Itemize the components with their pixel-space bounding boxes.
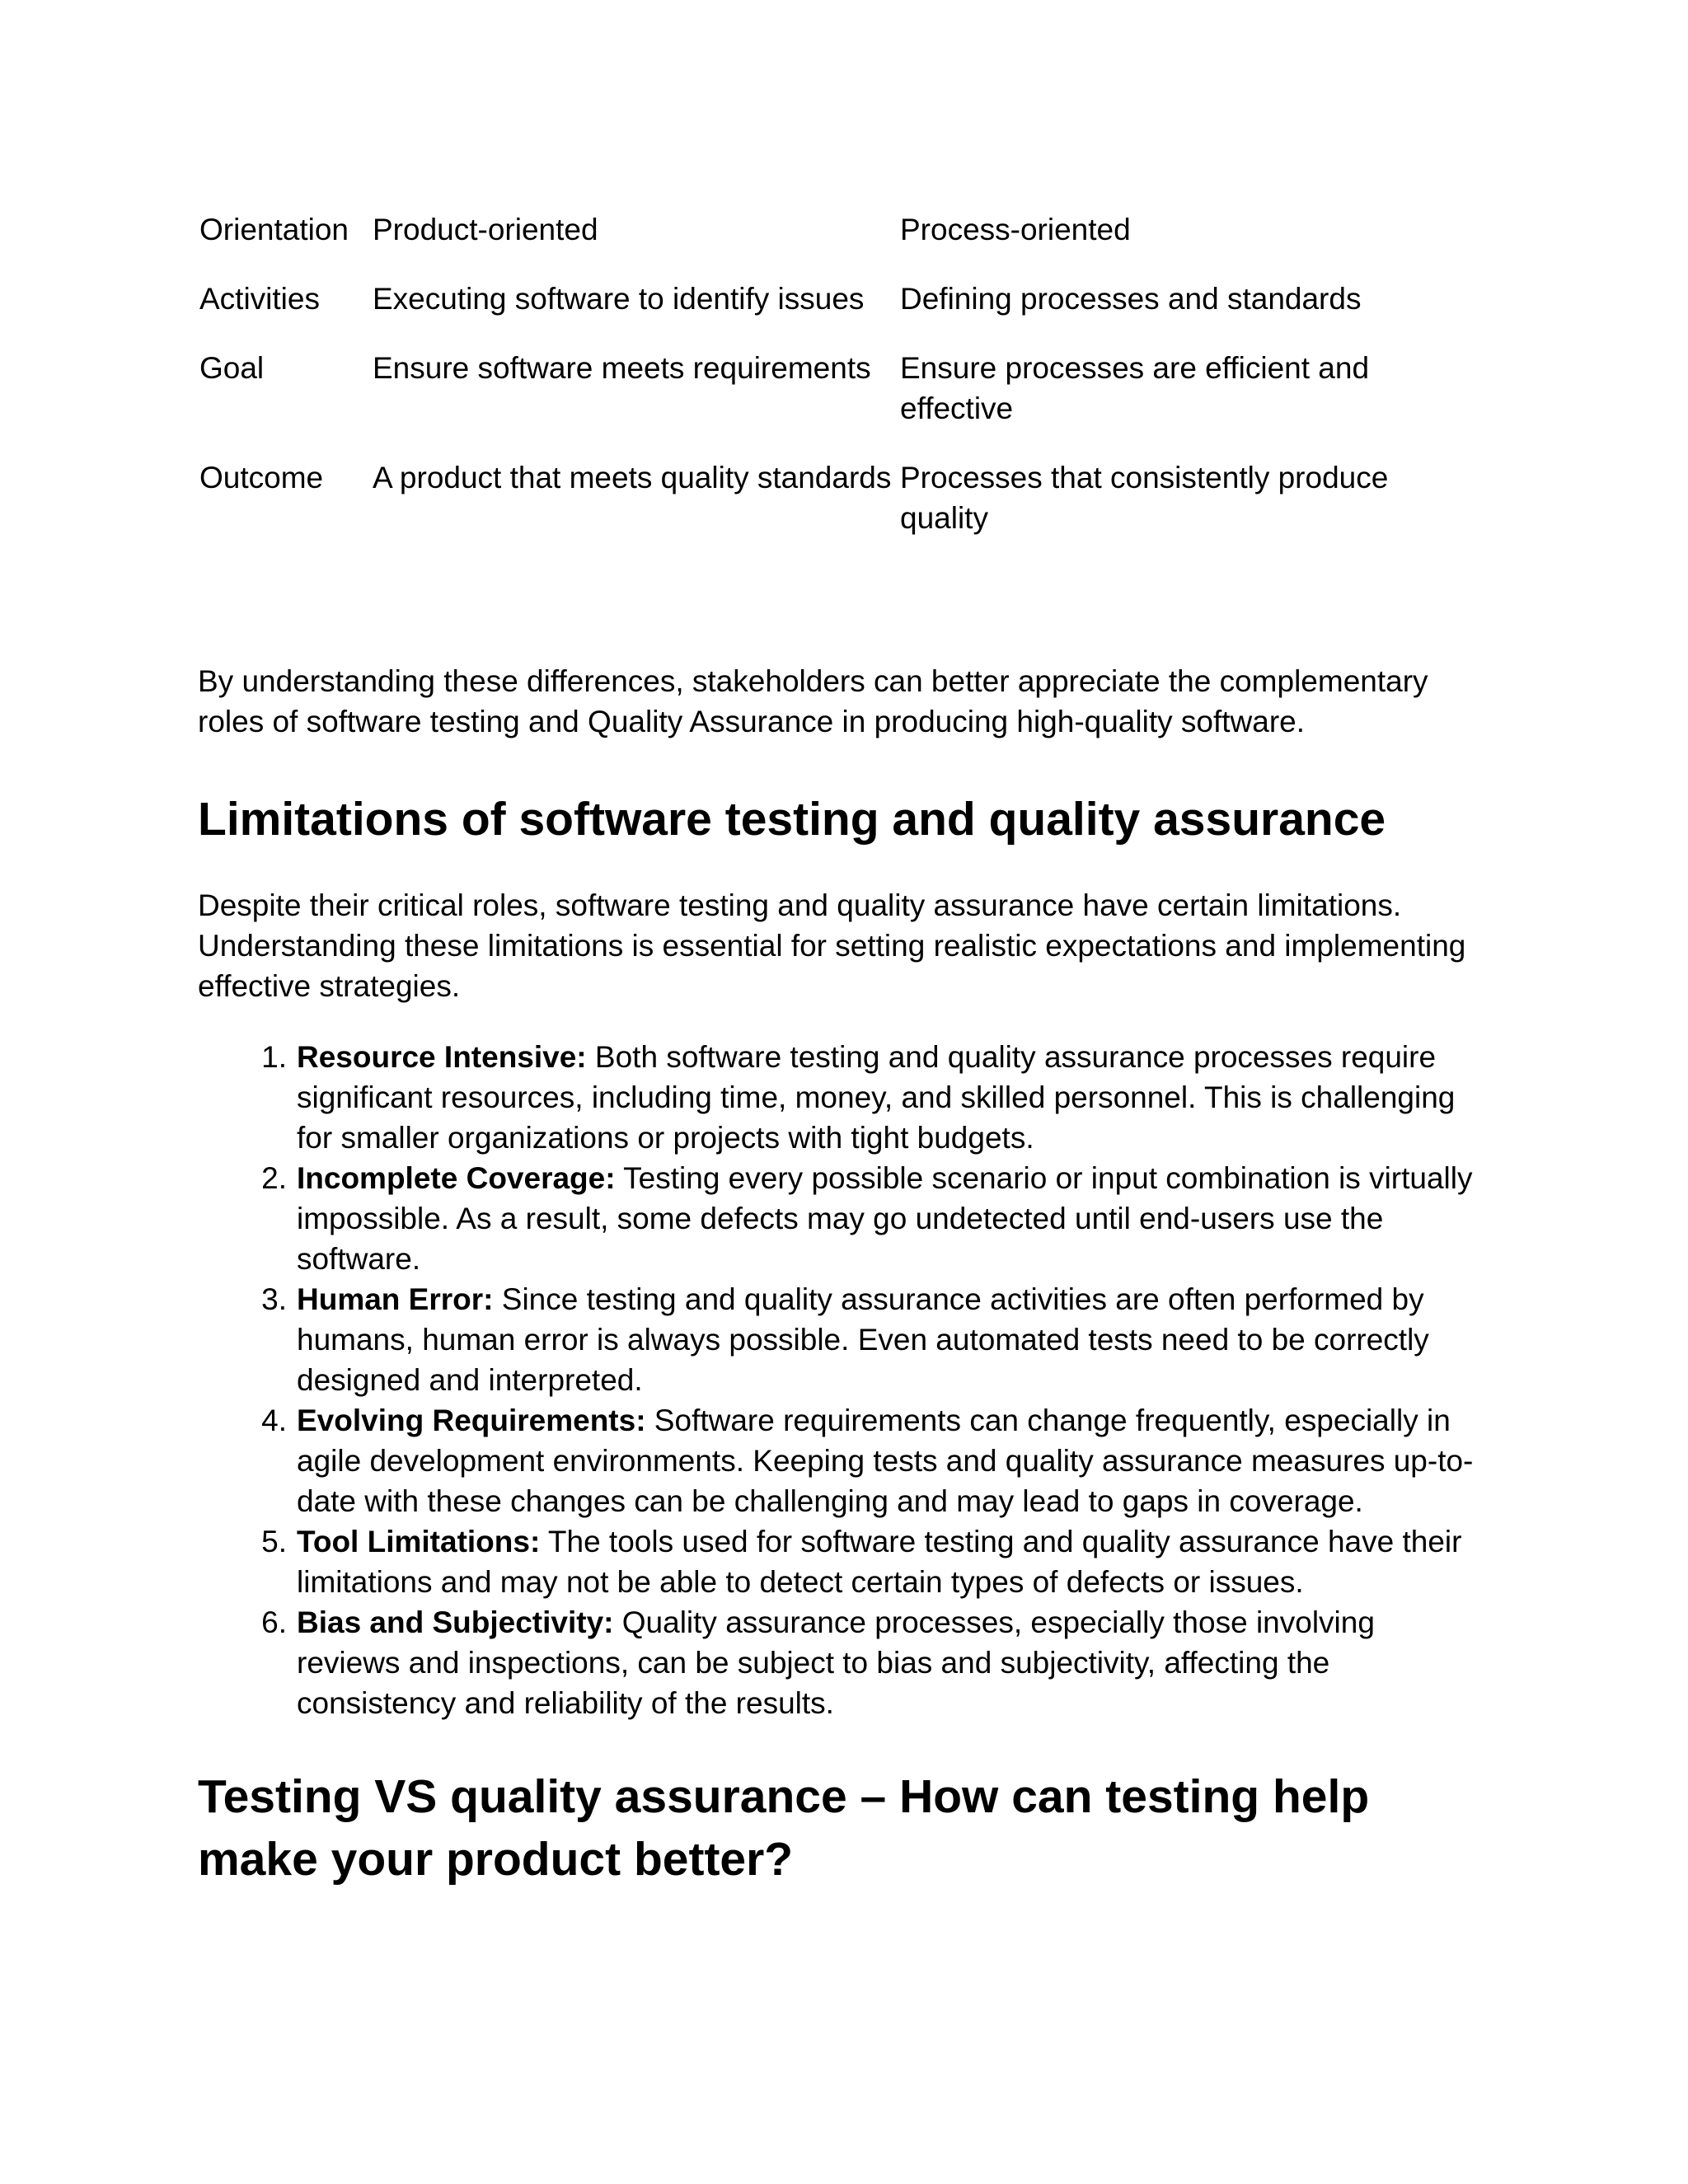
list-item-term: Resource Intensive: [297, 1040, 587, 1074]
list-item-text: Both software testing and quality assurance processes require significant resources, including time, money, and skilled personnel. This is challenging for smaller organizations or projects with tight budgets. [297, 1040, 1456, 1155]
table-cell-qa [900, 348, 1403, 457]
cell-text: Orientation [199, 213, 349, 246]
list-item-term: Bias and Subjectivity: [297, 1605, 614, 1639]
list-item-term: Incomplete Coverage: [297, 1161, 616, 1195]
list-number: 1. [261, 1040, 287, 1074]
list-item-text: Quality assurance processes, especially those involving reviews and inspections, can be subject to bias and subjectivity, affecting the consistency and reliability of the results. [297, 1605, 1375, 1720]
cell-text: Ensure software meets requirements [373, 351, 871, 385]
comparison-table [199, 209, 1403, 538]
list-number: 5. [261, 1525, 287, 1558]
list-item [261, 1037, 1484, 1158]
list-item-text: Testing every possible scenario or input combination is virtually impossible. As a result, some defects may go undetected until end-users use the software. [297, 1161, 1473, 1276]
table-cell-qa [900, 209, 1403, 279]
summary-paragraph: By understanding these differences, stakeholders can better appreciate the complementary roles of software testing and Quality Assurance in producing high-quality software. [198, 664, 1428, 738]
cell-text: Executing software to identify issues [373, 282, 865, 316]
cell-text: Defining processes and standards [900, 282, 1362, 316]
table-cell-qa [900, 457, 1403, 538]
limitations-list [261, 1037, 1484, 1723]
table-cell-testing [373, 279, 900, 348]
list-number: 4. [261, 1404, 287, 1437]
cell-text: Product-oriented [373, 213, 598, 246]
list-item-term: Evolving Requirements: [297, 1404, 646, 1437]
list-item [261, 1400, 1484, 1521]
list-item-text: Software requirements can change frequently, especially in agile development environments. Keeping tests and quality assurance measures up-to-date with these changes can be challenging and may lead to gaps in coverage. [297, 1404, 1474, 1518]
table-cell-testing [373, 457, 900, 538]
table-cell-aspect [199, 457, 373, 538]
cell-text: Outcome [199, 461, 324, 494]
list-item [261, 1602, 1484, 1723]
list-number: 6. [261, 1605, 287, 1639]
list-number: 2. [261, 1161, 287, 1195]
limitations-heading: Limitations of software testing and quality assurance [198, 793, 1386, 846]
list-item [261, 1279, 1484, 1400]
cell-text: A product that meets quality standards [373, 461, 892, 494]
table-cell-qa [900, 279, 1403, 348]
list-item-text: Since testing and quality assurance activities are often performed by humans, human error is always possible. Even automated tests need to be correctly designed and interpreted. [297, 1282, 1429, 1397]
cell-text: Activities [199, 282, 320, 316]
testing-vs-qa-heading: Testing VS quality assurance – How can testing help make your product better? [198, 1770, 1370, 1886]
table-row [199, 348, 1403, 457]
table-cell-testing [373, 348, 900, 457]
list-item [261, 1158, 1484, 1279]
list-number: 3. [261, 1282, 287, 1316]
cell-text: Process-oriented [900, 213, 1131, 246]
table-cell-aspect [199, 209, 373, 279]
cell-text: Ensure processes are efficient and effective [900, 351, 1370, 425]
table-row [199, 279, 1403, 348]
table-row [199, 209, 1403, 279]
list-item-term: Human Error: [297, 1282, 494, 1316]
table-cell-aspect [199, 279, 373, 348]
limitations-intro: Despite their critical roles, software testing and quality assurance have certain limitations. Understanding these limitations is essential for setting realistic expectations and implementing effective strategies. [198, 888, 1466, 1003]
table-cell-testing [373, 209, 900, 279]
table-cell-aspect [199, 348, 373, 457]
list-item [261, 1521, 1484, 1602]
cell-text: Processes that consistently produce quality [900, 461, 1389, 535]
list-item-term: Tool Limitations: [297, 1525, 541, 1558]
cell-text: Goal [199, 351, 265, 385]
list-item-text: The tools used for software testing and quality assurance have their limitations and may not be able to detect certain types of defects or issues. [297, 1525, 1462, 1599]
table-row [199, 457, 1403, 538]
